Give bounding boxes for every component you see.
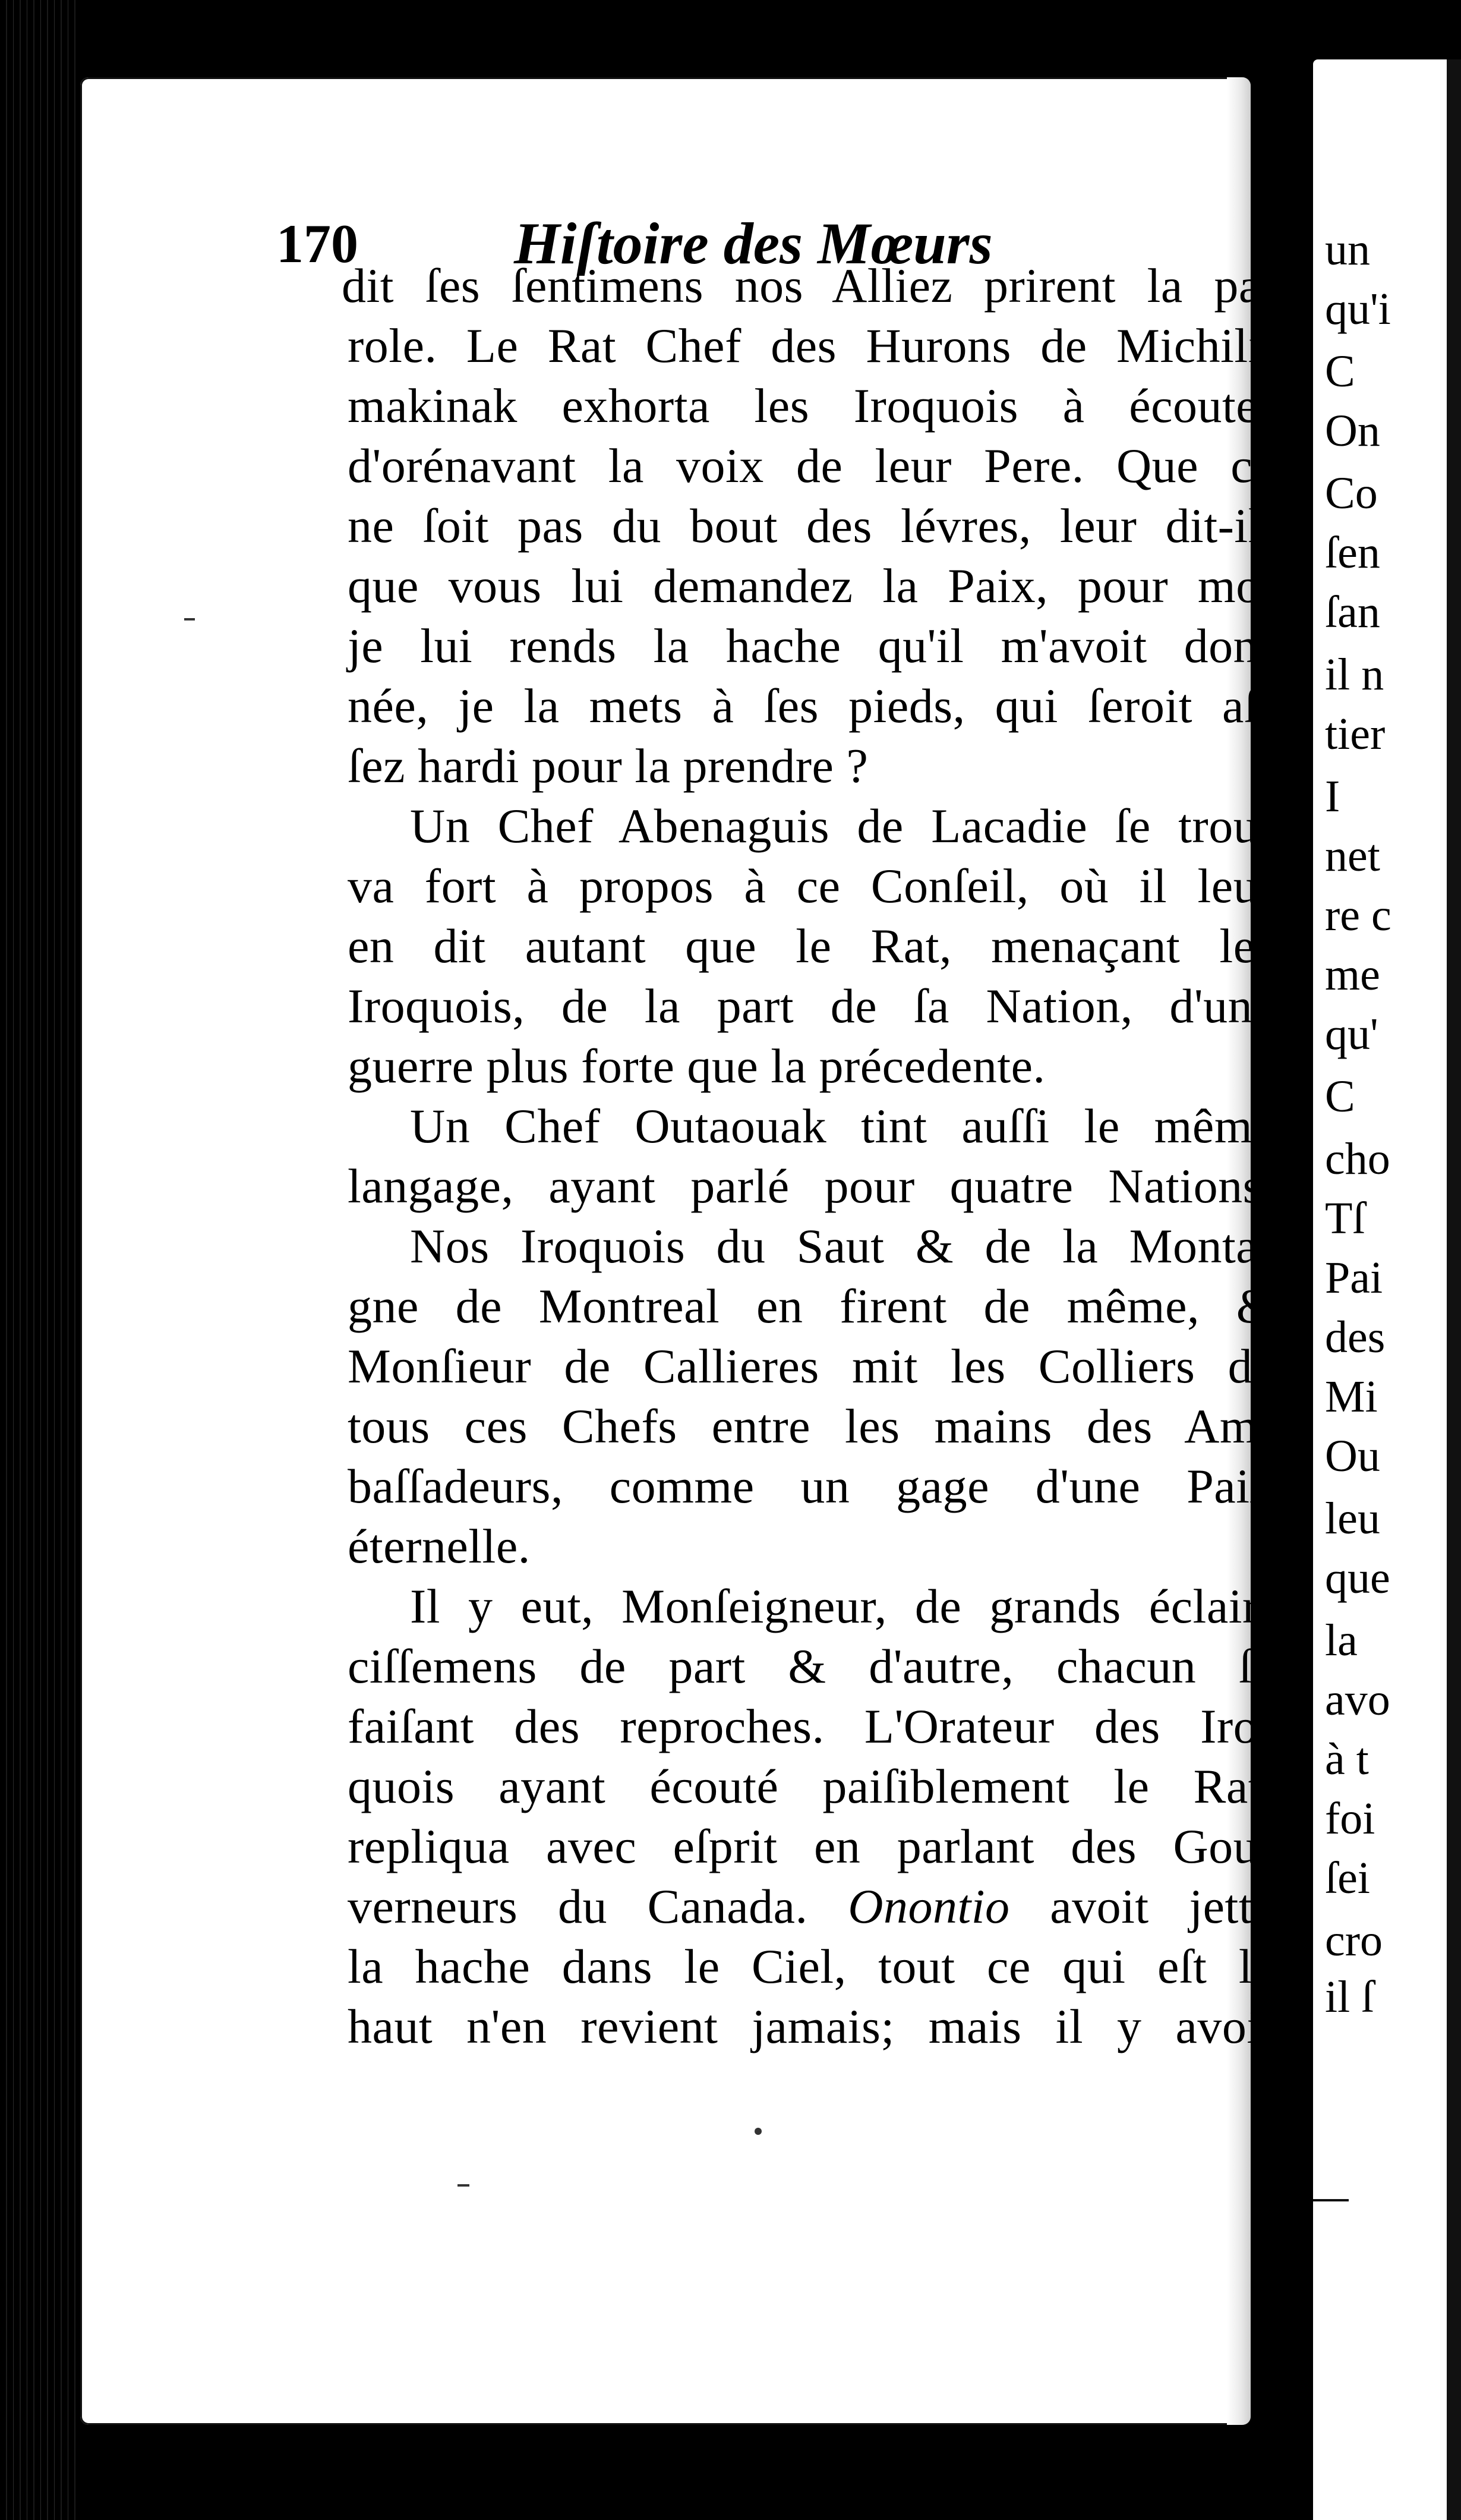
text-line: quois ayant écouté paiſiblement le Rat, xyxy=(348,1759,1274,1813)
text-line: repliqua avec eſprit en parlant des Gou- xyxy=(348,1819,1274,1873)
text-line: ſez hardi pour la prendre ? xyxy=(348,739,869,793)
adjacent-page-text-fragment: cho xyxy=(1325,1134,1390,1184)
text-fragment: verneurs du Canada. xyxy=(348,1879,808,1933)
text-line: dit ſes ſentimens nos Alliez prirent la pa: xyxy=(342,259,1274,313)
text-fragment: avoit jetté xyxy=(1050,1879,1275,1933)
scan-speck xyxy=(755,2128,762,2135)
text-line: Iroquois, de la part de ſa Nation, d'une xyxy=(348,979,1274,1033)
adjacent-page-text-fragment: me xyxy=(1325,950,1380,1000)
adjacent-page-text-fragment: Pai xyxy=(1325,1253,1383,1303)
adjacent-page-text-fragment: que xyxy=(1325,1553,1390,1603)
adjacent-page-text-fragment: ſen xyxy=(1325,528,1380,578)
text-line: née, je la mets à ſes pieds, qui ſeroit aſ- xyxy=(348,679,1274,733)
adjacent-page-text-fragment: ſei xyxy=(1325,1853,1370,1903)
text-line: tous ces Chefs entre les mains des Am- xyxy=(348,1399,1274,1453)
adjacent-page-text-fragment: qu' xyxy=(1325,1009,1378,1059)
adjacent-page-text-fragment: tier xyxy=(1325,709,1386,759)
text-line: gne de Montreal en firent de même, & xyxy=(348,1279,1274,1333)
text-line: la hache dans le Ciel, tout ce qui eſt là xyxy=(348,1939,1274,1993)
text-line: Un Chef Outaouak tint auſſi le même xyxy=(410,1099,1274,1153)
adjacent-page-text-fragment: leu xyxy=(1325,1494,1380,1544)
scan-speck xyxy=(1313,2199,1349,2201)
text-line: que vous lui demandez la Paix, pour moi xyxy=(348,559,1274,613)
text-line: Monſieur de Callieres mit les Colliers de xyxy=(348,1339,1274,1393)
text-line: langage, ayant parlé pour quatre Nations. xyxy=(348,1159,1274,1213)
adjacent-page-text-fragment: On xyxy=(1325,406,1380,456)
page-number: 170 xyxy=(276,213,358,274)
scan-speck xyxy=(184,618,195,620)
text-line: ciſſemens de part & d'autre, chacun ſe xyxy=(348,1639,1274,1693)
text-line: d'orénavant la voix de leur Pere. Que ce xyxy=(348,439,1274,493)
text-line: haut n'en revient jamais; mais il y avoit xyxy=(348,1999,1274,2053)
adjacent-page-text-fragment: avo xyxy=(1325,1675,1390,1725)
adjacent-page-text-fragment: re c xyxy=(1325,890,1391,940)
scan-speck xyxy=(457,2184,469,2187)
adjacent-page-text-fragment: un xyxy=(1325,225,1370,275)
adjacent-page-text-fragment: net xyxy=(1325,831,1380,881)
text-line: Il y eut, Monſeigneur, de grands éclair- xyxy=(410,1579,1274,1633)
adjacent-page-text-fragment: la xyxy=(1325,1615,1358,1665)
adjacent-page-text-fragment: ſan xyxy=(1325,587,1380,637)
text-line: ne ſoit pas du bout des lévres, leur dit-il, xyxy=(348,499,1274,553)
adjacent-page-gutter xyxy=(1447,59,1461,2520)
adjacent-page-text-fragment: I xyxy=(1325,771,1340,821)
text-line: va fort à propos à ce Conſeil, où il leur xyxy=(348,859,1274,913)
text-line: role. Le Rat Chef des Hurons de Michili. xyxy=(348,319,1274,373)
text-line: guerre plus forte que la précedente. xyxy=(348,1039,1046,1093)
text-line: en dit autant que le Rat, menaçant les xyxy=(348,919,1274,973)
adjacent-page-text-fragment: des xyxy=(1325,1312,1386,1362)
adjacent-page-text-fragment: Ou xyxy=(1325,1431,1380,1481)
adjacent-page-text-fragment: Tſ xyxy=(1325,1193,1365,1243)
adjacent-page-text-fragment: Co xyxy=(1325,468,1378,518)
adjacent-page-text-fragment: C xyxy=(1325,346,1355,396)
adjacent-page-text-fragment: cro xyxy=(1325,1916,1383,1965)
adjacent-page-text-fragment: qu'i xyxy=(1325,284,1391,334)
adjacent-page-text-fragment: il ſ xyxy=(1325,1972,1374,2022)
running-title: Hiſtoire des Mœurs xyxy=(514,210,993,276)
adjacent-page-edge xyxy=(1313,59,1461,2520)
text-line: faiſant des reproches. L'Orateur des Iro- xyxy=(348,1699,1274,1753)
adjacent-page-text-fragment: à t xyxy=(1325,1734,1369,1784)
text-line: éternelle. xyxy=(348,1519,531,1573)
adjacent-page-text-fragment: il n xyxy=(1325,650,1384,700)
text-line: Un Chef Abenaguis de Lacadie ſe trou- xyxy=(410,799,1274,853)
text-line: makinak exhorta les Iroquois à écouter xyxy=(348,379,1274,433)
text-line: Nos Iroquois du Saut & de la Monta- xyxy=(410,1219,1274,1273)
text-block xyxy=(342,256,1275,2056)
adjacent-page-text-fragment: C xyxy=(1325,1072,1355,1122)
text-line: baſſadeurs, comme un gage d'une Paix xyxy=(348,1459,1274,1513)
text-line xyxy=(348,1876,1274,1936)
italic-word: Onontio xyxy=(848,1879,1010,1933)
scan-edge-left xyxy=(0,0,77,2520)
adjacent-page-text-fragment: foi xyxy=(1325,1794,1375,1844)
adjacent-page-text-fragment: Mi xyxy=(1325,1372,1378,1422)
text-line: je lui rends la hache qu'il m'avoit don- xyxy=(348,619,1274,673)
